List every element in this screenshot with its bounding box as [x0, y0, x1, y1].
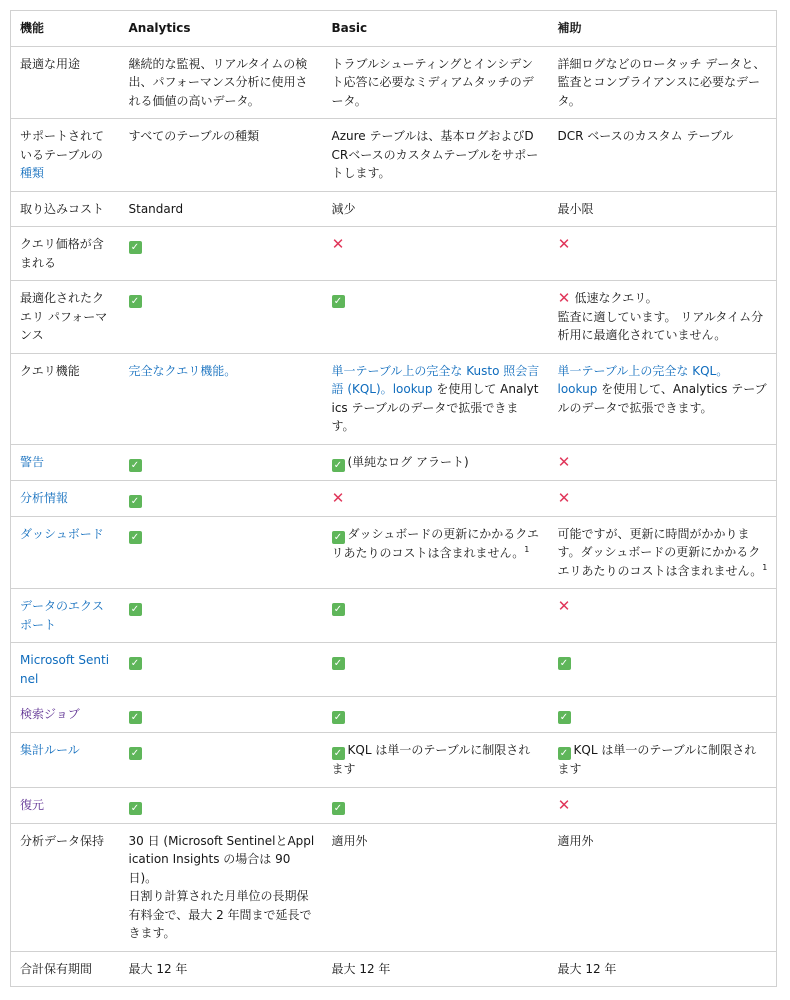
full-query-link[interactable]: 完全なクエリ機能。 — [128, 363, 237, 378]
basic-text: ダッシュボードの更新にかかるクエリあたりのコストは含まれません。 — [331, 526, 540, 560]
auxiliary-cell — [549, 787, 777, 823]
header-feature: 機能 — [11, 11, 120, 47]
summary-rules-link[interactable]: 集計ルール — [20, 743, 80, 757]
analytics-cell — [120, 643, 323, 697]
sentinel-link[interactable]: Microsoft Sentinel — [20, 653, 110, 686]
auxiliary-text: KQL は単一のテーブルに制限されます — [557, 743, 757, 776]
auxiliary-text: を使用して、Analytics テーブルのデータで拡張できます。 — [557, 382, 767, 415]
dashboards-link[interactable]: ダッシュボード — [20, 526, 104, 541]
feature-cell — [11, 733, 120, 788]
header-analytics: Analytics — [120, 11, 323, 47]
check-icon: ✓ — [332, 747, 345, 760]
check-icon: ✓ — [129, 459, 142, 472]
check-icon: ✓ — [129, 657, 142, 670]
table-types-link[interactable]: 種類 — [20, 166, 45, 180]
cross-icon: ✕ — [331, 488, 345, 507]
analytics-cell — [120, 516, 323, 589]
analytics-cell — [120, 787, 323, 823]
cross-icon: ✕ — [557, 795, 571, 814]
table-row — [11, 46, 777, 119]
table-row — [11, 119, 777, 192]
feature-cell — [11, 516, 120, 589]
feature-cell: クエリ機能 — [11, 353, 120, 444]
feature-cell: 分析データ保持 — [11, 823, 120, 951]
analytics-text: 30 日 (Microsoft SentinelとApplication Insights の場合は 90 日)。 — [128, 833, 315, 885]
auxiliary-cell — [549, 353, 777, 444]
check-icon: ✓ — [558, 747, 571, 760]
auxiliary-cell — [549, 281, 777, 354]
analytics-cell — [120, 589, 323, 643]
analytics-cell — [120, 733, 323, 788]
basic-cell: トラブルシューティングとインシデント応答に必要なミディアムタッチのデータ。 — [323, 46, 549, 119]
cross-icon: ✕ — [557, 235, 571, 253]
basic-cell — [323, 787, 549, 823]
table-row — [11, 516, 777, 589]
table-row — [11, 951, 777, 987]
auxiliary-cell — [549, 480, 777, 516]
check-icon: ✓ — [558, 657, 571, 670]
feature-cell: 最適化されたクエリ パフォーマンス — [11, 281, 120, 354]
check-icon: ✓ — [129, 241, 142, 254]
check-icon: ✓ — [332, 295, 345, 308]
table-row — [11, 480, 777, 516]
table-row — [11, 191, 777, 227]
kql-link[interactable]: 単一テーブル上の完全な Kusto 照会言語 (KQL)。 — [331, 363, 540, 396]
basic-cell — [323, 733, 549, 788]
table-row — [11, 589, 777, 643]
alerts-link[interactable]: 警告 — [20, 454, 45, 469]
analytics-cell — [120, 353, 323, 444]
cross-icon: ✕ — [557, 597, 571, 615]
auxiliary-cell: 詳細ログなどのロータッチ データと、監査とコンプライアンスに必要なデータ。 — [549, 46, 777, 119]
table-header-row — [11, 11, 777, 47]
basic-cell — [323, 444, 549, 480]
auxiliary-cell: 最大 12 年 — [549, 951, 777, 987]
basic-cell — [323, 281, 549, 354]
auxiliary-text: 低速なクエリ。 — [574, 291, 658, 305]
check-icon: ✓ — [129, 295, 142, 308]
auxiliary-cell — [549, 444, 777, 480]
table-row — [11, 227, 777, 281]
analytics-cell: Standard — [120, 191, 323, 227]
check-icon: ✓ — [129, 495, 142, 508]
footnote-marker: 1 — [524, 544, 530, 554]
feature-text: サポートされているテーブルの — [20, 129, 105, 162]
analytics-cell: すべてのテーブルの種類 — [120, 119, 323, 192]
table-row — [11, 281, 777, 354]
analytics-cell: 継続的な監視、リアルタイムの検出、パフォーマンス分析に使用される価値の高いデータ。 — [120, 46, 323, 119]
check-icon: ✓ — [129, 711, 142, 724]
feature-cell — [11, 480, 120, 516]
basic-cell — [323, 516, 549, 589]
comparison-table — [10, 10, 777, 987]
check-icon: ✓ — [129, 747, 142, 760]
table-row — [11, 353, 777, 444]
analytics-cell — [120, 444, 323, 480]
search-jobs-link[interactable]: 検索ジョブ — [20, 707, 80, 721]
basic-cell: 適用外 — [323, 823, 549, 951]
auxiliary-cell: DCR ベースのカスタム テーブル — [549, 119, 777, 192]
data-export-link[interactable]: データのエクスポート — [20, 599, 104, 632]
basic-cell: Azure テーブルは、基本ログおよびDCRベースのカスタムテーブルをサポートします。 — [323, 119, 549, 192]
table-row — [11, 444, 777, 480]
basic-text: (単純なログ アラート) — [347, 454, 469, 469]
auxiliary-cell — [549, 227, 777, 281]
feature-cell: 最適な用途 — [11, 46, 120, 119]
analytics-cell — [120, 281, 323, 354]
auxiliary-cell: 適用外 — [549, 823, 777, 951]
feature-cell: 合計保有期間 — [11, 951, 120, 987]
check-icon: ✓ — [558, 711, 571, 724]
cross-icon: ✕ — [557, 452, 571, 471]
basic-cell — [323, 643, 549, 697]
auxiliary-cell: 最小限 — [549, 191, 777, 227]
feature-cell — [11, 697, 120, 733]
footnote-marker: 1 — [762, 562, 768, 572]
basic-cell — [323, 227, 549, 281]
cross-icon: ✕ — [331, 235, 345, 253]
table-row — [11, 823, 777, 951]
check-icon: ✓ — [129, 531, 142, 544]
basic-cell: 最大 12 年 — [323, 951, 549, 987]
lookup-link[interactable]: lookup — [392, 382, 433, 396]
feature-cell — [11, 444, 120, 480]
comparison-table-container — [10, 10, 776, 987]
basic-cell: 減少 — [323, 191, 549, 227]
analytics-cell — [120, 480, 323, 516]
table-row — [11, 733, 777, 788]
feature-cell — [11, 119, 120, 192]
feature-cell: 取り込みコスト — [11, 191, 120, 227]
header-auxiliary: 補助 — [549, 11, 777, 47]
feature-cell — [11, 643, 120, 697]
kql-link[interactable]: 単一テーブル上の完全な KQL。 — [557, 363, 729, 378]
check-icon: ✓ — [129, 802, 142, 815]
analytics-cell — [120, 823, 323, 951]
auxiliary-cell — [549, 516, 777, 589]
basic-cell — [323, 697, 549, 733]
basic-cell — [323, 353, 549, 444]
auxiliary-text: 可能ですが、更新に時間がかかります。ダッシュボードの更新にかかるクエリあたりのコストは含まれません。 — [557, 526, 763, 578]
feature-cell: クエリ価格が含まれる — [11, 227, 120, 281]
restore-link[interactable]: 復元 — [20, 797, 45, 812]
table-row — [11, 697, 777, 733]
auxiliary-cell — [549, 643, 777, 697]
basic-cell — [323, 480, 549, 516]
cross-icon: ✕ — [557, 488, 571, 507]
check-icon: ✓ — [129, 603, 142, 616]
analytics-cell: 最大 12 年 — [120, 951, 323, 987]
auxiliary-text: 監査に適しています。 リアルタイム分析用に最適化されていません。 — [557, 309, 764, 342]
check-icon: ✓ — [332, 657, 345, 670]
lookup-link[interactable]: lookup — [557, 382, 598, 396]
check-icon: ✓ — [332, 802, 345, 815]
cross-icon: ✕ — [557, 289, 571, 307]
check-icon: ✓ — [332, 459, 345, 472]
analytics-cell — [120, 697, 323, 733]
header-basic: Basic — [323, 11, 549, 47]
auxiliary-cell — [549, 589, 777, 643]
check-icon: ✓ — [332, 603, 345, 616]
analytics-cell — [120, 227, 323, 281]
basic-cell — [323, 589, 549, 643]
check-icon: ✓ — [332, 531, 345, 544]
auxiliary-cell — [549, 697, 777, 733]
check-icon: ✓ — [332, 711, 345, 724]
table-row — [11, 787, 777, 823]
feature-cell — [11, 589, 120, 643]
feature-cell — [11, 787, 120, 823]
auxiliary-cell — [549, 733, 777, 788]
basic-text: を使用して Analytics テーブルのデータで拡張できます。 — [331, 382, 539, 433]
basic-text: KQL は単一のテーブルに制限されます — [331, 743, 531, 776]
table-row — [11, 643, 777, 697]
insights-link[interactable]: 分析情報 — [20, 490, 69, 505]
analytics-text: 日割り計算された月単位の長期保有料金で、最大 2 年間まで延長できます。 — [128, 889, 312, 940]
